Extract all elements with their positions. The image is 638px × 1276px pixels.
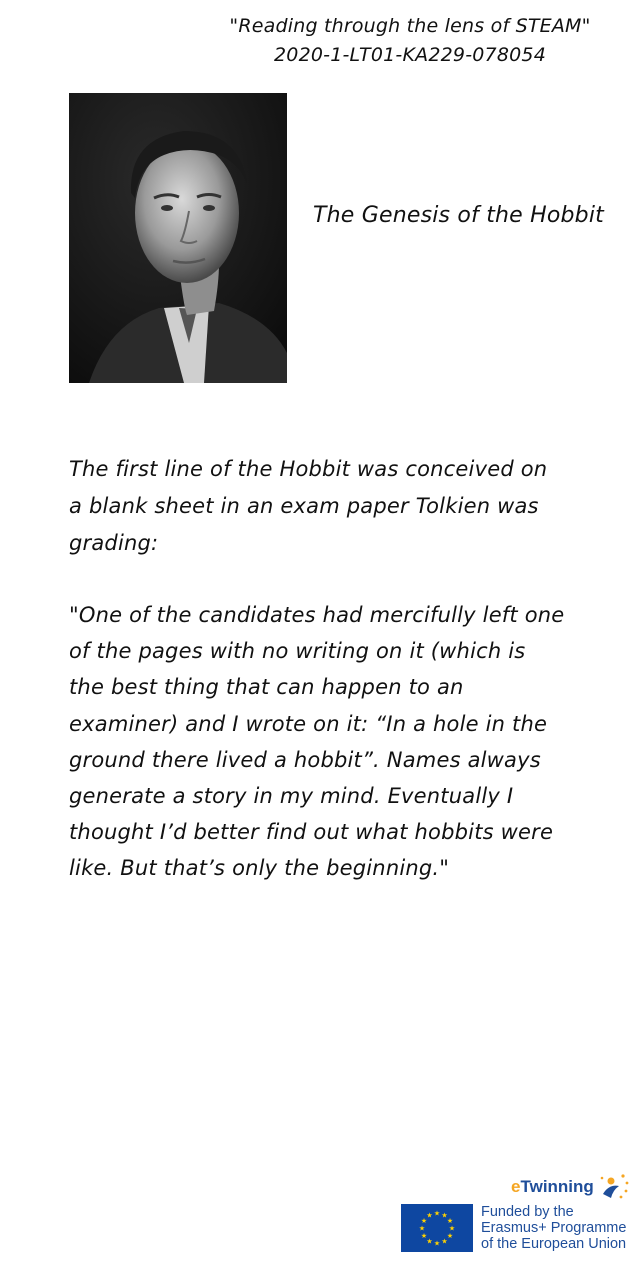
project-code: 2020-1-LT01-KA229-078054 (274, 44, 546, 66)
eu-star: ★ (426, 1211, 433, 1220)
funding-line: of the European Union (481, 1236, 627, 1252)
eu-star: ★ (426, 1237, 433, 1246)
funding-line: Funded by the (481, 1204, 574, 1220)
funding-line: Erasmus+ Programme (481, 1220, 627, 1236)
eu-star: ★ (420, 1217, 428, 1225)
eu-flag-icon (401, 1204, 473, 1252)
text-line: of the pages with no writing on it (which is (69, 639, 526, 664)
etwinning-stars-icon (597, 1172, 629, 1202)
eu-star: ★ (446, 1232, 454, 1240)
text-line: a blank sheet in an exam paper Tolkien was (69, 494, 539, 518)
text-line: "One of the candidates had mercifully left one (69, 603, 565, 627)
text-line: ground there lived a hobbit”. Names always (69, 747, 541, 772)
funding-statement (481, 1204, 626, 1252)
tolkien-quote (69, 597, 619, 887)
eu-star: ★ (418, 1224, 426, 1233)
intro-paragraph (69, 451, 609, 562)
project-name: "Reading through the lens of STEAM" (229, 15, 591, 37)
eu-star: ★ (441, 1237, 448, 1246)
text-line: thought I’d better find out what hobbits were (69, 820, 554, 845)
eu-star: ★ (420, 1232, 428, 1240)
portrait-photo (69, 93, 287, 383)
eu-star: ★ (446, 1217, 454, 1225)
text-line: examiner) and I wrote on it: “In a hole in the (69, 711, 548, 736)
page-title: The Genesis of the Hobbit (313, 203, 604, 228)
text-line: The first line of the Hobbit was conceived on (69, 457, 548, 481)
erasmus-funding-logo (401, 1204, 626, 1252)
project-header (200, 12, 620, 70)
text-line: the best thing that can happen to an (69, 675, 464, 700)
eu-star: ★ (448, 1224, 456, 1233)
eu-star: ★ (433, 1239, 441, 1248)
text-line: like. But that’s only the beginning." (69, 856, 450, 881)
eu-star: ★ (441, 1211, 448, 1220)
eu-star: ★ (433, 1209, 441, 1218)
text-line: generate a story in my mind. Eventually I (69, 784, 514, 809)
etwinning-logo (511, 1172, 629, 1202)
etwinning-wordmark: eTwinning (511, 1177, 594, 1196)
text-line: grading: (69, 531, 159, 555)
